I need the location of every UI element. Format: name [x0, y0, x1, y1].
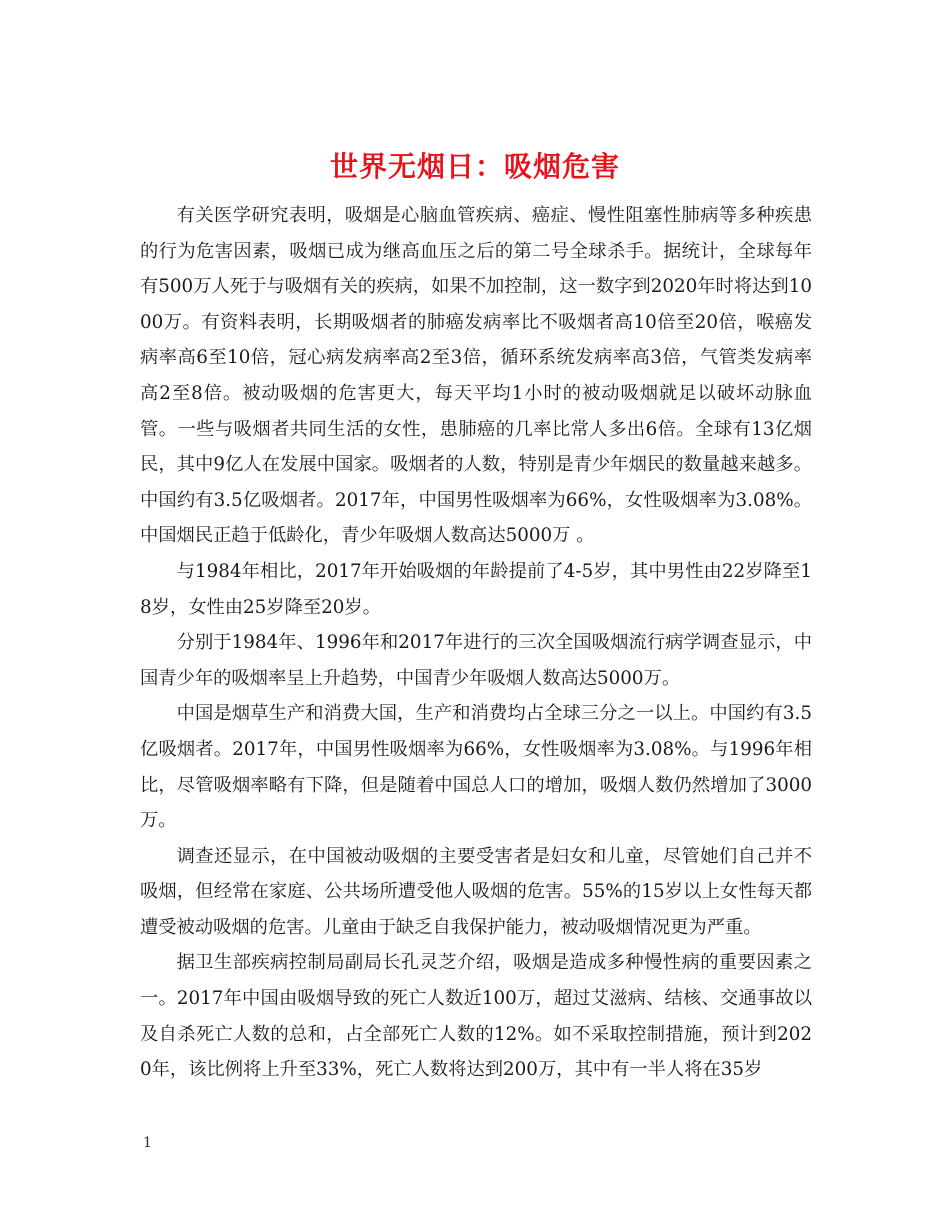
document-body	[140, 198, 812, 1088]
page-number: 1	[143, 1135, 152, 1151]
paragraph: 有关医学研究表明，吸烟是心脑血管疾病、癌症、慢性阻塞性肺病等多种疾患的行为危害因素，吸烟已成为继高血压之后的第二号全球杀手。据统计，全球每年有500万人死于与吸烟有关的疾病，如果不加控制，这一数字到2020年时将达到1000万。有资料表明，长期吸烟者的肺癌发病率比不吸烟者高10倍至20倍，喉癌发病率高6至10倍，冠心病发病率高2至3倍，循环系统发病率高3倍，气管类发病率高2至8倍。被动吸烟的危害更大，每天平均1小时的被动吸烟就足以破坏动脉血管。一些与吸烟者共同生活的女性，患肺癌的几率比常人多出6倍。全球有13亿烟民，其中9亿人在发展中国家。吸烟者的人数，特别是青少年烟民的数量越来越多。中国约有3.5亿吸烟者。2017年，中国男性吸烟率为66%，女性吸烟率为3.08%。中国烟民正趋于低龄化，青少年吸烟人数高达5000万 。	[140, 205, 812, 547]
paragraph: 调查还显示，在中国被动吸烟的主要受害者是妇女和儿童，尽管她们自己并不吸烟，但经常在家庭、公共场所遭受他人吸烟的危害。55%的15岁以上女性每天都遭受被动吸烟的危害。儿童由于缺乏自我保护能力，被动吸烟情况更为严重。	[140, 845, 812, 938]
document-title: 世界无烟日：吸烟危害	[329, 149, 620, 183]
paragraph: 分别于1984年、1996年和2017年进行的三次全国吸烟流行病学调查显示，中国青少年的吸烟率呈上升趋势，中国青少年吸烟人数高达5000万。	[140, 632, 812, 689]
paragraph: 据卫生部疾病控制局副局长孔灵芝介绍，吸烟是造成多种慢性病的重要因素之一。2017年中国由吸烟导致的死亡人数近100万，超过艾滋病、结核、交通事故以及自杀死亡人数的总和，占全部死亡人数的12%。如不采取控制措施，预计到2020年，该比例将上升至33%，死亡人数将达到200万，其中有一半人将在35岁	[140, 952, 812, 1081]
paragraph: 与1984年相比，2017年开始吸烟的年龄提前了4-5岁，其中男性由22岁降至18岁，女性由25岁降至20岁。	[140, 560, 812, 618]
paragraph: 中国是烟草生产和消费大国，生产和消费均占全球三分之一以上。中国约有3.5亿吸烟者。2017年，中国男性吸烟率为66%，女性吸烟率为3.08%。与1996年相比，尽管吸烟率略有下降，但是随着中国总人口的增加，吸烟人数仍然增加了3000万。	[140, 703, 812, 832]
